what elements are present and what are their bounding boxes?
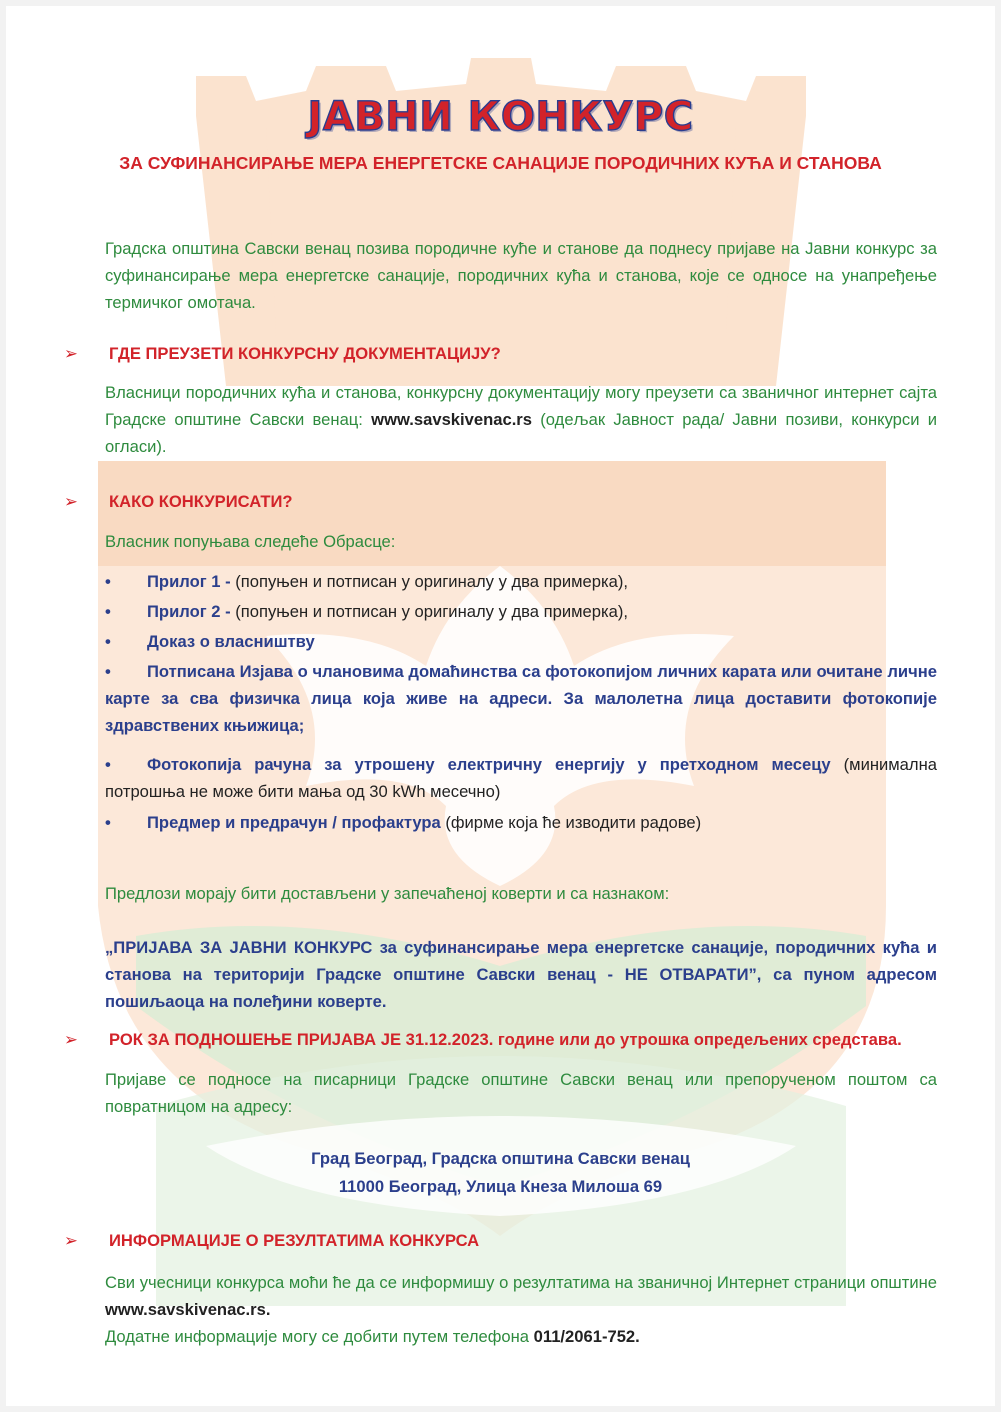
list-item: • Прилог 2 - (попуњен и потписан у оригиналу у два примерка), [105,598,937,625]
phone-number[interactable]: 011/2061-752. [533,1327,640,1346]
website-link[interactable]: www.savskivenac.rs [371,410,532,429]
list-item: • Фотокопија рачуна за утрошену електричну енергију у претходном месецу (минимална потрошња не може бити мања од 30 kWh месечно) [105,751,937,805]
website-link[interactable]: www.savskivenac.rs. [105,1300,271,1319]
arrow-icon: ➢ [64,492,78,511]
forms-lead: Власник попуњава следеће Обрасце: [105,532,396,551]
envelope-label: „ПРИЈАВА ЗА ЈАВНИ КОНКУРС за суфинансирање мера енергетске санације, породичних кућа и станова на територији Градске општине Савски венац - НЕ ОТВАРАТИ”, са пуном адресом пошиљаоца на полеђини коверте. [105,938,937,1011]
bullet-icon: • [105,813,111,832]
section-heading-documentation [64,342,501,366]
documentation-paragraph: Власници породичних кућа и станова, конкурсну документацију могу преузети са званичног интернет сајта Градске општине Савски венац: www.savskivenac.rs (одељак Јавност рада/ Јавни позиви, конкурси и огласи). [105,383,937,456]
arrow-icon: ➢ [64,344,78,363]
results-paragraph: Сви учесници конкурса моћи ће да се информишу о резултатима на званичној Интернет страници општине www.savskivenac.rs. [105,1273,937,1319]
bullet-icon: • [105,662,111,681]
list-item: • Прилог 1 - (попуњен и потписан у оригиналу у два примерка), [105,568,937,595]
section-heading-label: ИНФОРМАЦИЈЕ О РЕЗУЛТАТИМА КОНКУРСА [109,1231,480,1250]
page-subtitle: ЗА СУФИНАНСИРАЊЕ МЕРА ЕНЕРГЕТСКЕ САНАЦИЈЕ ПОРОДИЧНИХ КУЋА И СТАНОВА [119,153,882,173]
arrow-icon: ➢ [64,1030,78,1049]
page-title: ЈАВНИ КОНКУРС [307,94,694,140]
bullet-icon: • [105,602,111,621]
contact-paragraph: Додатне информације могу се добити путем телефона 011/2061-752. [105,1327,640,1346]
list-item: • Доказ о власништву [105,628,937,655]
bullet-icon: • [105,632,111,651]
section-heading-label: КАКО КОНКУРИСАТИ? [109,492,293,511]
section-heading-results [64,1229,479,1253]
submission-paragraph: Пријаве се подносе на писарници Градске општине Савски венац или препорученом поштом са повратницом на адресу: [105,1070,937,1116]
deadline-heading [64,1028,902,1052]
document-page [6,6,995,1406]
list-item: • Предмер и предрачун / профактура (фирме која ће изводити радове) [105,809,937,836]
arrow-icon: ➢ [64,1231,78,1250]
section-heading-label: ГДЕ ПРЕУЗЕТИ КОНКУРСНУ ДОКУМЕНТАЦИЈУ? [109,344,501,363]
section-heading-how-to-apply [64,490,293,514]
address-line-2: 11000 Београд, Улица Кнеза Милоша 69 [338,1177,663,1196]
deadline-label: РОК ЗА ПОДНОШЕЊЕ ПРИЈАВА ЈЕ 31.12.2023. године или до утрошка опредељених средстава. [109,1030,902,1049]
bullet-icon: • [105,572,111,591]
envelope-note: Предлози морају бити достављени у запечаћеној коверти и са назнаком: [105,884,670,903]
list-item: • Потписана Изјава о члановима домаћинства са фотокопијом личних карата или очитане личне карте за сва физичка лица која живе на адреси. За малолетна лица доставити фотокопије здравствених књижица; [105,658,937,739]
bullet-icon: • [105,755,111,774]
intro-paragraph: Градска општина Савски венац позива породичне куће и станове да поднесу пријаве на Јавни конкурс за суфинансирање мера енергетске санације, породичних кућа и станова, које се односе на унапређење термичког омотача. [105,239,937,312]
address-line-1: Град Београд, Градска општина Савски венац [311,1149,690,1168]
